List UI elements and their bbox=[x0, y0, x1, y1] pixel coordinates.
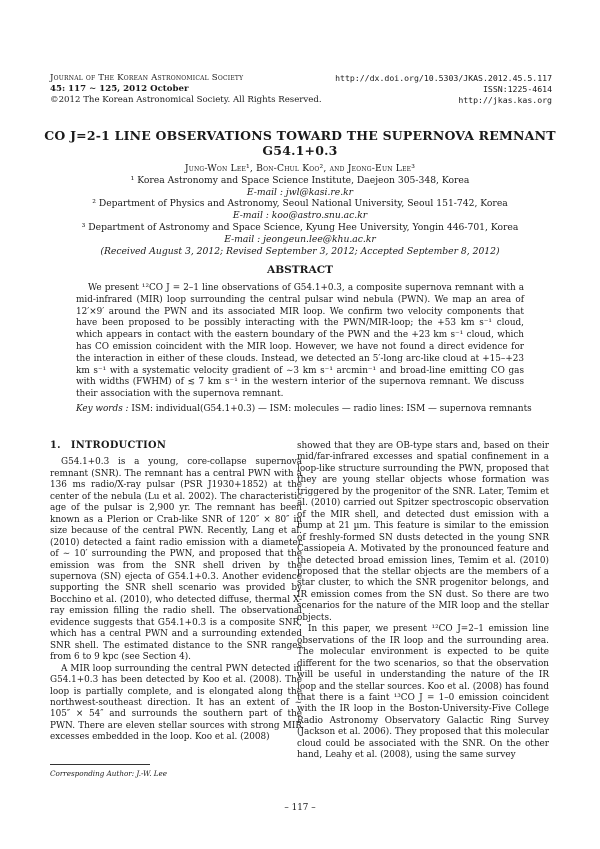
footnote-rule bbox=[50, 764, 150, 765]
section-heading-introduction bbox=[50, 440, 302, 451]
authors-line: Jung-Won Lee¹, Bon-Chul Koo², and Jeong-Eun Lee³ bbox=[184, 163, 416, 174]
issn: ISSN:1225-4614 bbox=[482, 84, 552, 94]
page-number: – 117 – bbox=[284, 803, 316, 813]
keywords bbox=[76, 404, 540, 416]
email-3: E-mail : jeongeun.lee@khu.ac.kr bbox=[224, 233, 376, 245]
copyright: ©2012 The Korean Astronomical Society. All Rights Reserved. bbox=[50, 95, 322, 105]
corresponding-author: Corresponding Author: J.-W. Lee bbox=[50, 769, 168, 778]
paper-title bbox=[40, 128, 560, 158]
abstract-heading: ABSTRACT bbox=[266, 264, 334, 276]
journal-header bbox=[50, 73, 322, 106]
affiliation-3: ³ Department of Astronomy and Space Science, Kyung Hee University, Yongin 446-701, Korea bbox=[81, 221, 519, 233]
intro-paragraph-2: A MIR loop surrounding the central PWN detected in G54.1+0.3 has been detected by Koo et al. (2008). The loop is partially complete, and is elongated along the northwest-southeast direction. It has an extent of ∼ 105″ × 54″ and surrounds the southern part of the PWN. There are eleven stellar sources with strong MIR excesses embedded in the loop. Koo et al. (2008) bbox=[50, 663, 302, 743]
section-number: 1. bbox=[50, 440, 61, 451]
footnote bbox=[50, 764, 302, 778]
title-line-1: CO J=2-1 LINE OBSERVATIONS TOWARD THE SUPERNOVA REMNANT bbox=[44, 128, 556, 143]
title-line-2: G54.1+0.3 bbox=[262, 143, 338, 158]
right-column bbox=[297, 441, 549, 762]
volume-info: 45: 117 ∼ 125, 2012 October bbox=[50, 84, 189, 94]
site-link[interactable]: http://jkas.kas.org bbox=[458, 95, 552, 105]
keywords-label: Key words : bbox=[76, 404, 129, 414]
intro-paragraph-4: In this paper, we present ¹²CO J=2–1 emission line observations of the IR loop and the surrounding area. The molecular environment is expected to be quite different for the two scenarios, so that the observation will be useful in understanding the nature of the IR loop and the stellar sources. Koo et al. (2008) has found that there is a faint ¹³CO J = 1–0 emission coincident with the IR loop in the Boston-University-Five College Radio Astronomy Observatory Galactic Ring Survey (Jackson et al. 2006). They proposed that this molecular cloud could be associated with the SNR. On the other hand, Leahy et al. (2008), using the same survey bbox=[297, 624, 549, 761]
abstract-text: We present ¹²CO J = 2–1 line observations of G54.1+0.3, a composite supernova remnant with a mid-infrared (MIR) loop surrounding the central pulsar wind nebula (PWN). We map an area of 12′×9′ around the PWN and its associated MIR loop. We confirm two velocity components that have been proposed to be possibly interacting with the PWN/MIR-loop; the +53 km s⁻¹ cloud, which appears in contact with the eastern boundary of the PWN and the +23 km s⁻¹ cloud, which has CO emission coincident with the MIR loop. However, we have not found a direct evidence for the interaction in either of these clouds. Instead, we detected an 5′-long arc-like cloud at +15–+23 km s⁻¹ with a systematic velocity gradient of ∼3 km s⁻¹ arcmin⁻¹ and broad-line emitting CO gas with widths (FWHM) of ≲ 7 km s⁻¹ in the western interior of the supernova remnant. We discuss their association with the supernova remnant. bbox=[76, 283, 524, 400]
intro-paragraph-3: showed that they are OB-type stars and, based on their mid/far-infrared excesses and spatial confinement in a loop-like structure surrounding the PWN, proposed that they are young stellar objects whose formation was triggered by the progenitor of the SNR. Later, Temim et al. (2010) carried out Spitzer spectroscopic observation of the MIR shell, and detected dust emission with a bump at 21 µm. This feature is similar to the emission of freshly-formed SN dusts detected in the young SNR Cassiopeia A. Motivated by the pronounced feature and the detected broad emission lines, Temim et al. (2010) proposed that the stellar objects are the members of a star cluster, to which the SNR progenitor belongs, and IR emission comes from the SN dust. So there are two scenarios for the nature of the MIR loop and the stellar objects. bbox=[297, 441, 549, 623]
received-dates: (Received August 3, 2012; Revised September 3, 2012; Accepted September 8, 2012) bbox=[100, 245, 500, 257]
intro-paragraph-1: G54.1+0.3 is a young, core-collapse supernova remnant (SNR). The remnant has a central PWN with a 136 ms radio/X-ray pulsar (PSR J1930+1852) at the center of the nebula (Lu et al. 2002). The characteristic age of the pulsar is 2,900 yr. The remnant has been known as a Plerion or Crab-like SNR of 120″ × 80″ in size because of the central PWN. Recently, Lang et al. (2010) detected a faint radio emission with a diameter of ∼ 10′ surrounding the PWN, and proposed that the emission was from the SNR shell driven by the supernova (SN) ejecta of G54.1+0.3. Another evidence supporting the SNR shell scenario was provided by Bocchino et al. (2010), who detected diffuse, thermal X-ray emission filling the radio shell. The observational evidence suggests that G54.1+0.3 is a composite SNR, which has a central PWN and a surrounding extended SNR shell. The estimated distance to the SNR ranges from 6 to 9 kpc (see Section 4). bbox=[50, 457, 302, 663]
email-1: E-mail : jwl@kasi.re.kr bbox=[246, 186, 354, 198]
affiliation-1: ¹ Korea Astronomy and Space Science Institute, Daejeon 305-348, Korea bbox=[130, 174, 470, 186]
keywords-list: ISM: individual(G54.1+0.3) — ISM: molecules — radio lines: ISM — supernova remnants bbox=[131, 404, 532, 414]
email-2: E-mail : koo@astro.snu.ac.kr bbox=[232, 210, 368, 222]
affiliation-2: ² Department of Physics and Astronomy, Seoul National University, Seoul 151-742, Korea bbox=[92, 198, 508, 210]
journal-name: Journal of The Korean Astronomical Society bbox=[50, 73, 244, 83]
doi-link[interactable]: http://dx.doi.org/10.5303/JKAS.2012.45.5.117 bbox=[335, 73, 552, 83]
author-block bbox=[40, 163, 560, 257]
section-title: INTRODUCTION bbox=[70, 440, 167, 451]
journal-links bbox=[335, 73, 552, 106]
left-column bbox=[50, 440, 302, 744]
